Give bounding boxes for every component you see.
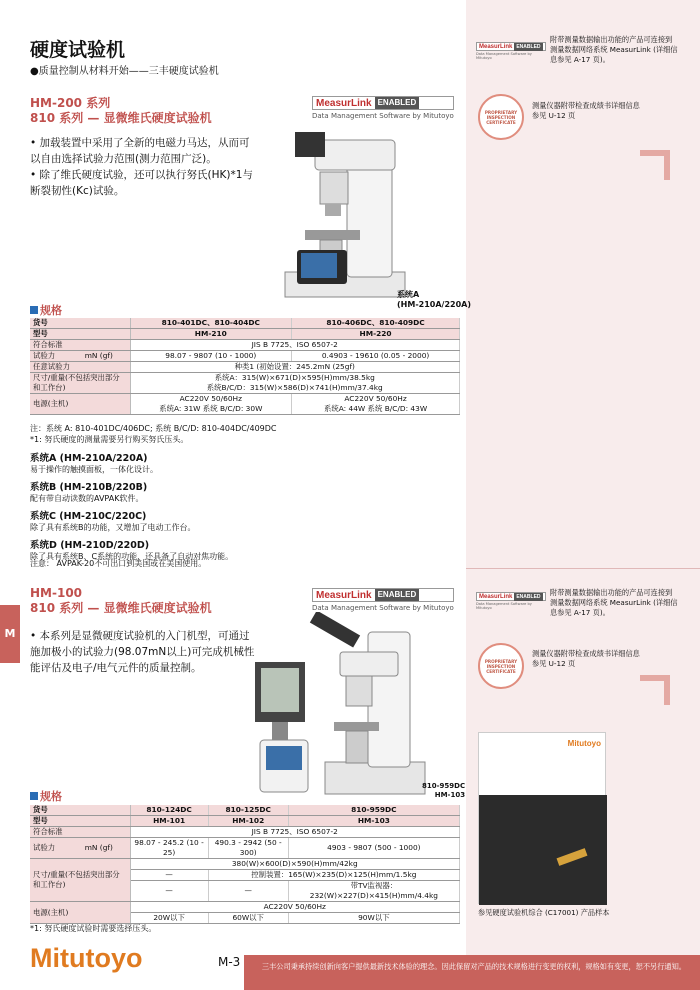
system-text: 易于操作的触摸面板，一体化设计。 xyxy=(30,465,158,474)
table-row xyxy=(30,362,460,373)
logo-sub: Data Management Software by Mitutoyo xyxy=(476,602,532,610)
side-measurlink-logo-1 xyxy=(476,42,546,60)
catalog-photo xyxy=(479,795,607,905)
logo-tag: ENABLED xyxy=(375,97,420,109)
cell: 810-959DC xyxy=(288,805,459,816)
section1-notes xyxy=(30,423,277,445)
cell-line: 系统A: 44W 系统 B/C/D: 43W xyxy=(323,404,428,413)
section-tab: M xyxy=(0,605,20,663)
cell xyxy=(292,394,460,415)
cert-text: PROPRIETARY INSPECTION CERTIFICATE xyxy=(484,109,518,125)
hm200-caption xyxy=(397,290,471,310)
table-row xyxy=(30,902,460,913)
section2-bullets xyxy=(30,628,255,676)
cell: 电源(主机) xyxy=(30,902,130,924)
sidebar-divider xyxy=(466,568,700,569)
decorative-bracket-2 xyxy=(640,675,670,705)
section1-bullets xyxy=(30,135,255,199)
section1-spec-title xyxy=(30,302,62,318)
bullet-2: • 除了维氏硬度试验，还可以执行努氏(HK)*1与断裂韧性(Kc)试验。 xyxy=(30,169,253,197)
section2-name: 810 系列 — 显微维氏硬度试验机 xyxy=(30,601,212,615)
cell: 货号 xyxy=(30,805,130,816)
cell: HM-220 xyxy=(292,329,460,340)
cell: 380(W)×600(D)×590(H)mm/42kg xyxy=(130,859,460,870)
logo-sub: Data Management Software by Mitutoyo xyxy=(476,52,532,60)
note-2: *1: 努氏硬度的测量需要另行购买努氏压头。 xyxy=(30,435,189,444)
table-row xyxy=(30,816,460,827)
cell: 试验力 mN (gf) xyxy=(30,838,130,859)
logo-main: MeasurLink xyxy=(316,97,372,109)
side-measurlink-text-1: 附带测量数据输出功能的产品可连接到测量数据网络系统 MeasurLink (详细信息参见 A-17 页)。 xyxy=(550,35,678,64)
cell: 符合标准 xyxy=(30,827,130,838)
cell: 型号 xyxy=(30,816,130,827)
cell: — xyxy=(130,870,208,881)
page-subtitle: ●质量控制从材料开始——三丰硬度试验机 xyxy=(30,66,219,77)
cell: 任意试验力 xyxy=(30,362,130,373)
system-text: 配有带自动读数的AVPAK软件。 xyxy=(30,494,144,503)
system-item xyxy=(30,479,450,504)
system-text: 除了具有系统B、C系统的功能，还具备了自动对焦功能。 xyxy=(30,552,234,561)
section1-name: 810 系列 — 显微维氏硬度试验机 xyxy=(30,111,212,125)
cell: 98.07 - 9807 (10 - 1000) xyxy=(130,351,292,362)
cell: HM-210 xyxy=(130,329,292,340)
cell: 带TV监视器：232(W)×227(D)×415(H)mm/4.4kg xyxy=(288,881,459,902)
section2-heading xyxy=(30,586,212,616)
caption-line1: 系统A xyxy=(397,290,420,299)
system-text: 除了具有系统B的功能，又增加了电动工作台。 xyxy=(30,523,196,532)
caption-line2: HM-103 xyxy=(434,791,466,799)
logo-main: MeasurLink xyxy=(316,589,372,601)
table-row xyxy=(30,838,460,859)
cell xyxy=(130,373,460,394)
table-row xyxy=(30,827,460,838)
page-number: M-3 xyxy=(218,955,241,969)
cell-line: 系统A: 31W 系统 B/C/D: 30W xyxy=(159,404,263,413)
cell: HM-103 xyxy=(288,816,459,827)
table-row xyxy=(30,859,460,870)
cell: 4903 - 9807 (500 - 1000) xyxy=(288,838,459,859)
hm100-caption xyxy=(422,782,465,800)
cell: 种类1 (初始设置：245.2mN (25gf) xyxy=(130,362,460,373)
table-row xyxy=(30,373,460,394)
measurlink-logo-1 xyxy=(312,96,454,120)
section2-spec-table xyxy=(30,805,460,924)
cell: 810-125DC xyxy=(208,805,288,816)
cell: 尺寸/重量(不包括突出部分和工作台) xyxy=(30,373,130,394)
table-row xyxy=(30,340,460,351)
footer-text: 三丰公司秉承持续创新向客户提供最新技术体验的理念。因此保留对产品的技术规格进行变更的权利，规格如有变更，恕不另行通知。 xyxy=(261,962,686,971)
bullet-1: • 本系列是显微硬度试验机的入门机型，可通过施加极小的试验力(98.07mN以上)可完成机械性能评估及电子/电气元件的质量控制。 xyxy=(30,630,255,674)
catalog-brand: Mitutoyo xyxy=(567,739,601,748)
logo-tag: ENABLED xyxy=(516,43,541,50)
caption-line2: (HM-210A/220A) xyxy=(397,300,471,309)
cell: 490.3 - 2942 (50 - 300) xyxy=(208,838,288,859)
cell: AC220V 50/60Hz xyxy=(130,902,460,913)
certificate-badge-1 xyxy=(478,94,524,140)
cell: 20W以下 xyxy=(130,913,208,924)
system-title: 系统A (HM-210A/220A) xyxy=(30,453,148,464)
catalog-cover xyxy=(478,732,606,904)
side-measurlink-logo-2 xyxy=(476,592,546,610)
section2-series: HM-100 xyxy=(30,586,83,600)
cell: 符合标准 xyxy=(30,340,130,351)
caption-line1: 810-959DC xyxy=(422,782,466,790)
cell-line: AC220V 50/60Hz xyxy=(344,394,407,403)
side-measurlink-text-2: 附带测量数据输出功能的产品可连接到测量数据网络系统 MeasurLink (详细信息参见 A-17 页)。 xyxy=(550,588,678,617)
cell: 810-124DC xyxy=(130,805,208,816)
certificate-badge-2 xyxy=(478,643,524,689)
cert-text: PROPRIETARY INSPECTION CERTIFICATE xyxy=(484,658,518,674)
section1-spec-table xyxy=(30,318,460,415)
section2-spec-title xyxy=(30,788,62,804)
system-item xyxy=(30,508,450,533)
cell: 电源(主机) xyxy=(30,394,130,415)
section2-note: *1: 努氏硬度试验时需要选择压头。 xyxy=(30,924,157,933)
section1-footnote: 注意： AVPAK-20不可出口到美国或在美国使用。 xyxy=(30,559,207,568)
table-row xyxy=(30,351,460,362)
logo-sub: Data Management Software by Mitutoyo xyxy=(312,112,454,120)
table-row xyxy=(30,805,460,816)
cell: 810-406DC、810-409DC xyxy=(292,318,460,329)
table-row xyxy=(30,329,460,340)
system-title: 系统C (HM-210C/220C) xyxy=(30,511,147,522)
table-row xyxy=(30,394,460,415)
hm200-machine-image xyxy=(275,122,415,307)
logo-sub: Data Management Software by Mitutoyo xyxy=(312,604,454,612)
cell: HM-101 xyxy=(130,816,208,827)
system-title: 系统D (HM-210D/220D) xyxy=(30,540,150,551)
page-title: 硬度试验机 xyxy=(30,39,126,61)
section1-heading xyxy=(30,96,212,126)
cell: 60W以下 xyxy=(208,913,288,924)
cell: 尺寸/重量(不包括突出部分和工作台) xyxy=(30,859,130,902)
bullet-1: • 加载装置中采用了全新的电磁力马达，从而可以自由选择试验力范围(测力范围广泛)。 xyxy=(30,137,250,165)
spec-title-text: 规格 xyxy=(40,790,62,803)
system-item xyxy=(30,450,450,475)
cell: JIS B 7725、ISO 6507-2 xyxy=(130,340,460,351)
cell: 型号 xyxy=(30,329,130,340)
cell: 货号 xyxy=(30,318,130,329)
logo-tag: ENABLED xyxy=(516,593,541,600)
section1-series: HM-200 系列 xyxy=(30,96,111,110)
footer-bar xyxy=(244,955,700,990)
cell-line: 系统B/C/D：315(W)×586(D)×741(H)mm/37.4kg xyxy=(206,383,383,392)
system-title: 系统B (HM-210B/220B) xyxy=(30,482,148,493)
spec-title-text: 规格 xyxy=(40,304,62,317)
hm100-machine-image xyxy=(250,612,430,797)
note-1: 注：系统 A: 810-401DC/406DC; 系统 B/C/D: 810-404DC/409DC xyxy=(30,424,277,433)
system-list xyxy=(30,450,450,562)
cell: HM-102 xyxy=(208,816,288,827)
cell: JIS B 7725、ISO 6507-2 xyxy=(130,827,460,838)
cell: 98.07 - 245.2 (10 - 25) xyxy=(130,838,208,859)
side-cert-text-1: 测量仪器附带检查成绩书详细信息参见 U-12 页 xyxy=(532,101,640,120)
cell: — xyxy=(130,881,208,902)
mitutoyo-logo: Mitutoyo xyxy=(30,943,143,973)
logo-main: MeasurLink xyxy=(479,43,513,50)
cell: 控制装置：165(W)×235(D)×125(H)mm/1.5kg xyxy=(208,870,459,881)
logo-main: MeasurLink xyxy=(479,593,513,600)
logo-tag: ENABLED xyxy=(375,589,420,601)
cell xyxy=(130,394,292,415)
cell: — xyxy=(208,881,288,902)
cell-line: AC220V 50/60Hz xyxy=(179,394,242,403)
side-cert-text-2: 测量仪器附带检查成绩书详细信息参见 U-12 页 xyxy=(532,649,640,668)
catalog-caption: 参见硬度试验机综合 (C17001) 产品样本 xyxy=(478,908,610,917)
cell: 试验力 mN (gf) xyxy=(30,351,130,362)
table-row xyxy=(30,318,460,329)
cell-line: 系统A：315(W)×671(D)×595(H)mm/38.5kg xyxy=(214,373,375,382)
decorative-bracket-1 xyxy=(640,150,670,180)
cell: 90W以下 xyxy=(288,913,459,924)
cell: 0.4903 - 19610 (0.05 - 2000) xyxy=(292,351,460,362)
measurlink-logo-2 xyxy=(312,588,454,612)
cell: 810-401DC、810-404DC xyxy=(130,318,292,329)
